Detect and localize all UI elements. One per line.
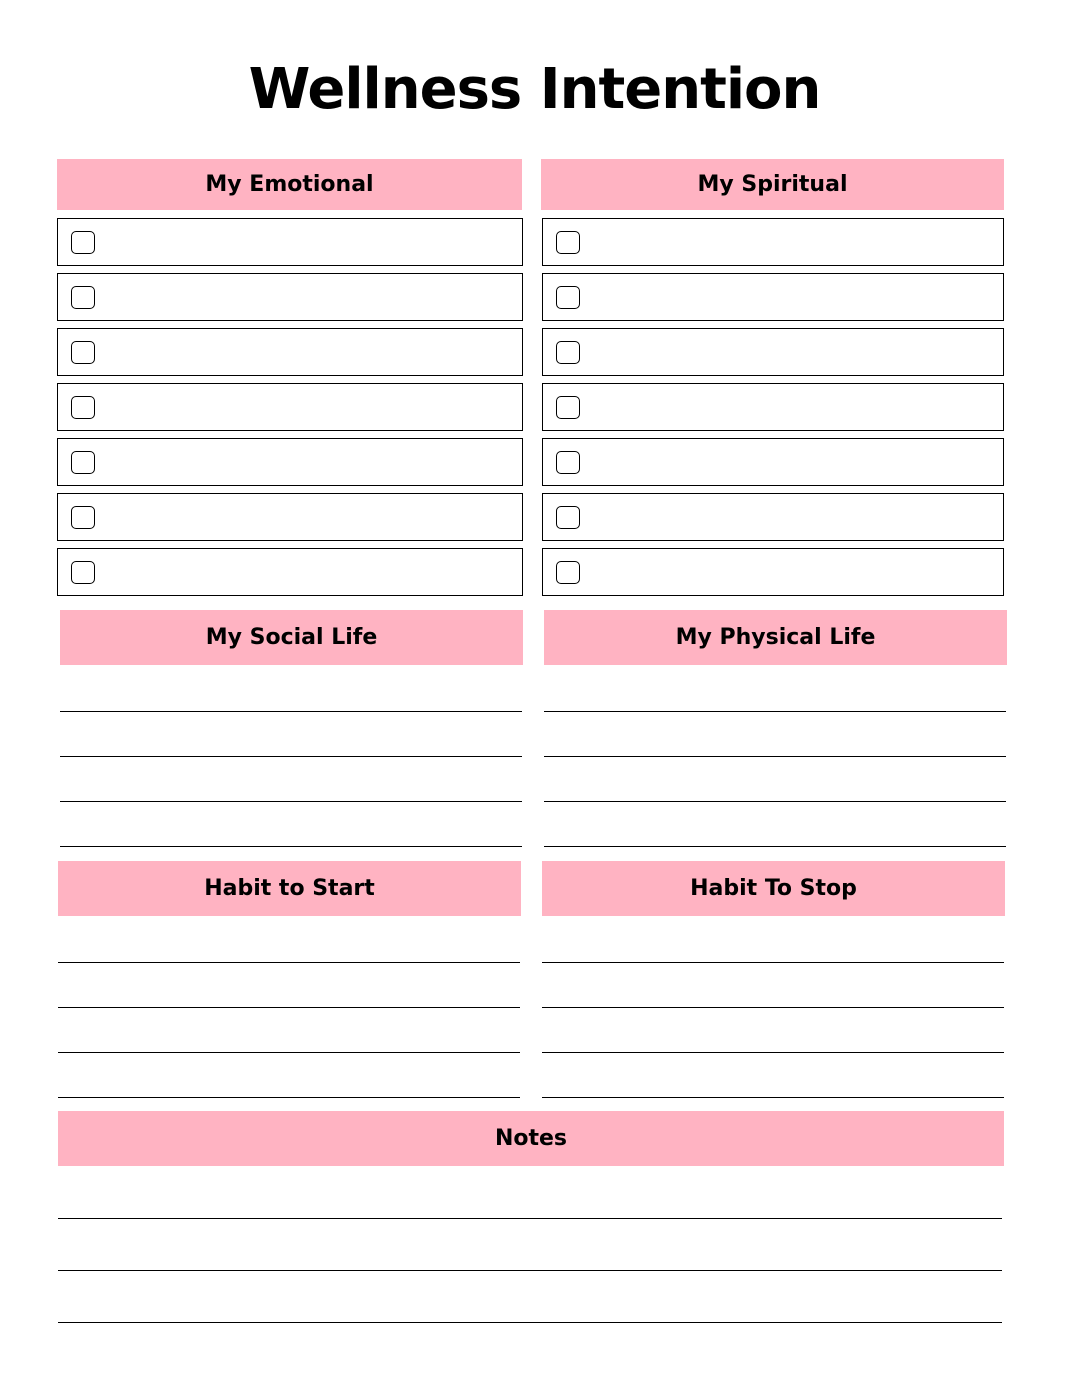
- emotional-checklist-row[interactable]: [57, 493, 523, 541]
- emotional-checklist-row[interactable]: [57, 273, 523, 321]
- checkbox[interactable]: [71, 286, 95, 309]
- social-writing-line[interactable]: [60, 846, 522, 847]
- checkbox[interactable]: [556, 341, 580, 364]
- physical-writing-line[interactable]: [544, 801, 1006, 802]
- physical-heading: My Physical Life: [544, 610, 1007, 665]
- habit_stop-writing-line[interactable]: [542, 1097, 1004, 1098]
- checkbox[interactable]: [71, 451, 95, 474]
- spiritual-heading: My Spiritual: [541, 159, 1004, 210]
- emotional-checklist-row[interactable]: [57, 548, 523, 596]
- checkbox[interactable]: [556, 286, 580, 309]
- physical-writing-line[interactable]: [544, 756, 1006, 757]
- spiritual-checklist-row[interactable]: [542, 438, 1004, 486]
- spiritual-checklist-row[interactable]: [542, 328, 1004, 376]
- emotional-checklist-row[interactable]: [57, 328, 523, 376]
- physical-writing-line[interactable]: [544, 711, 1006, 712]
- checkbox[interactable]: [71, 231, 95, 254]
- spiritual-checklist-row[interactable]: [542, 218, 1004, 266]
- habit_stop-writing-line[interactable]: [542, 1052, 1004, 1053]
- checkbox[interactable]: [556, 231, 580, 254]
- checkbox[interactable]: [71, 396, 95, 419]
- social-heading: My Social Life: [60, 610, 523, 665]
- emotional-checklist-row[interactable]: [57, 438, 523, 486]
- checkbox[interactable]: [556, 506, 580, 529]
- notes-writing-line[interactable]: [58, 1322, 1002, 1323]
- checkbox[interactable]: [71, 561, 95, 584]
- habit_stop-writing-line[interactable]: [542, 1007, 1004, 1008]
- habit_start-writing-line[interactable]: [58, 1097, 520, 1098]
- notes-writing-line[interactable]: [58, 1270, 1002, 1271]
- notes-writing-line[interactable]: [58, 1218, 1002, 1219]
- habit_start-writing-line[interactable]: [58, 962, 520, 963]
- checkbox[interactable]: [71, 506, 95, 529]
- spiritual-checklist-row[interactable]: [542, 383, 1004, 431]
- spiritual-checklist-row[interactable]: [542, 548, 1004, 596]
- habit_stop-heading: Habit To Stop: [542, 861, 1005, 916]
- notes-heading: Notes: [58, 1111, 1004, 1166]
- emotional-checklist-row[interactable]: [57, 383, 523, 431]
- spiritual-checklist-row[interactable]: [542, 493, 1004, 541]
- page-title: Wellness Intention: [248, 57, 821, 122]
- habit_start-heading: Habit to Start: [58, 861, 521, 916]
- checkbox[interactable]: [556, 396, 580, 419]
- habit_start-writing-line[interactable]: [58, 1052, 520, 1053]
- emotional-checklist-row[interactable]: [57, 218, 523, 266]
- habit_start-writing-line[interactable]: [58, 1007, 520, 1008]
- habit_stop-writing-line[interactable]: [542, 962, 1004, 963]
- physical-writing-line[interactable]: [544, 846, 1006, 847]
- spiritual-checklist-row[interactable]: [542, 273, 1004, 321]
- social-writing-line[interactable]: [60, 801, 522, 802]
- social-writing-line[interactable]: [60, 756, 522, 757]
- emotional-heading: My Emotional: [57, 159, 522, 210]
- checkbox[interactable]: [556, 451, 580, 474]
- checkbox[interactable]: [556, 561, 580, 584]
- social-writing-line[interactable]: [60, 711, 522, 712]
- checkbox[interactable]: [71, 341, 95, 364]
